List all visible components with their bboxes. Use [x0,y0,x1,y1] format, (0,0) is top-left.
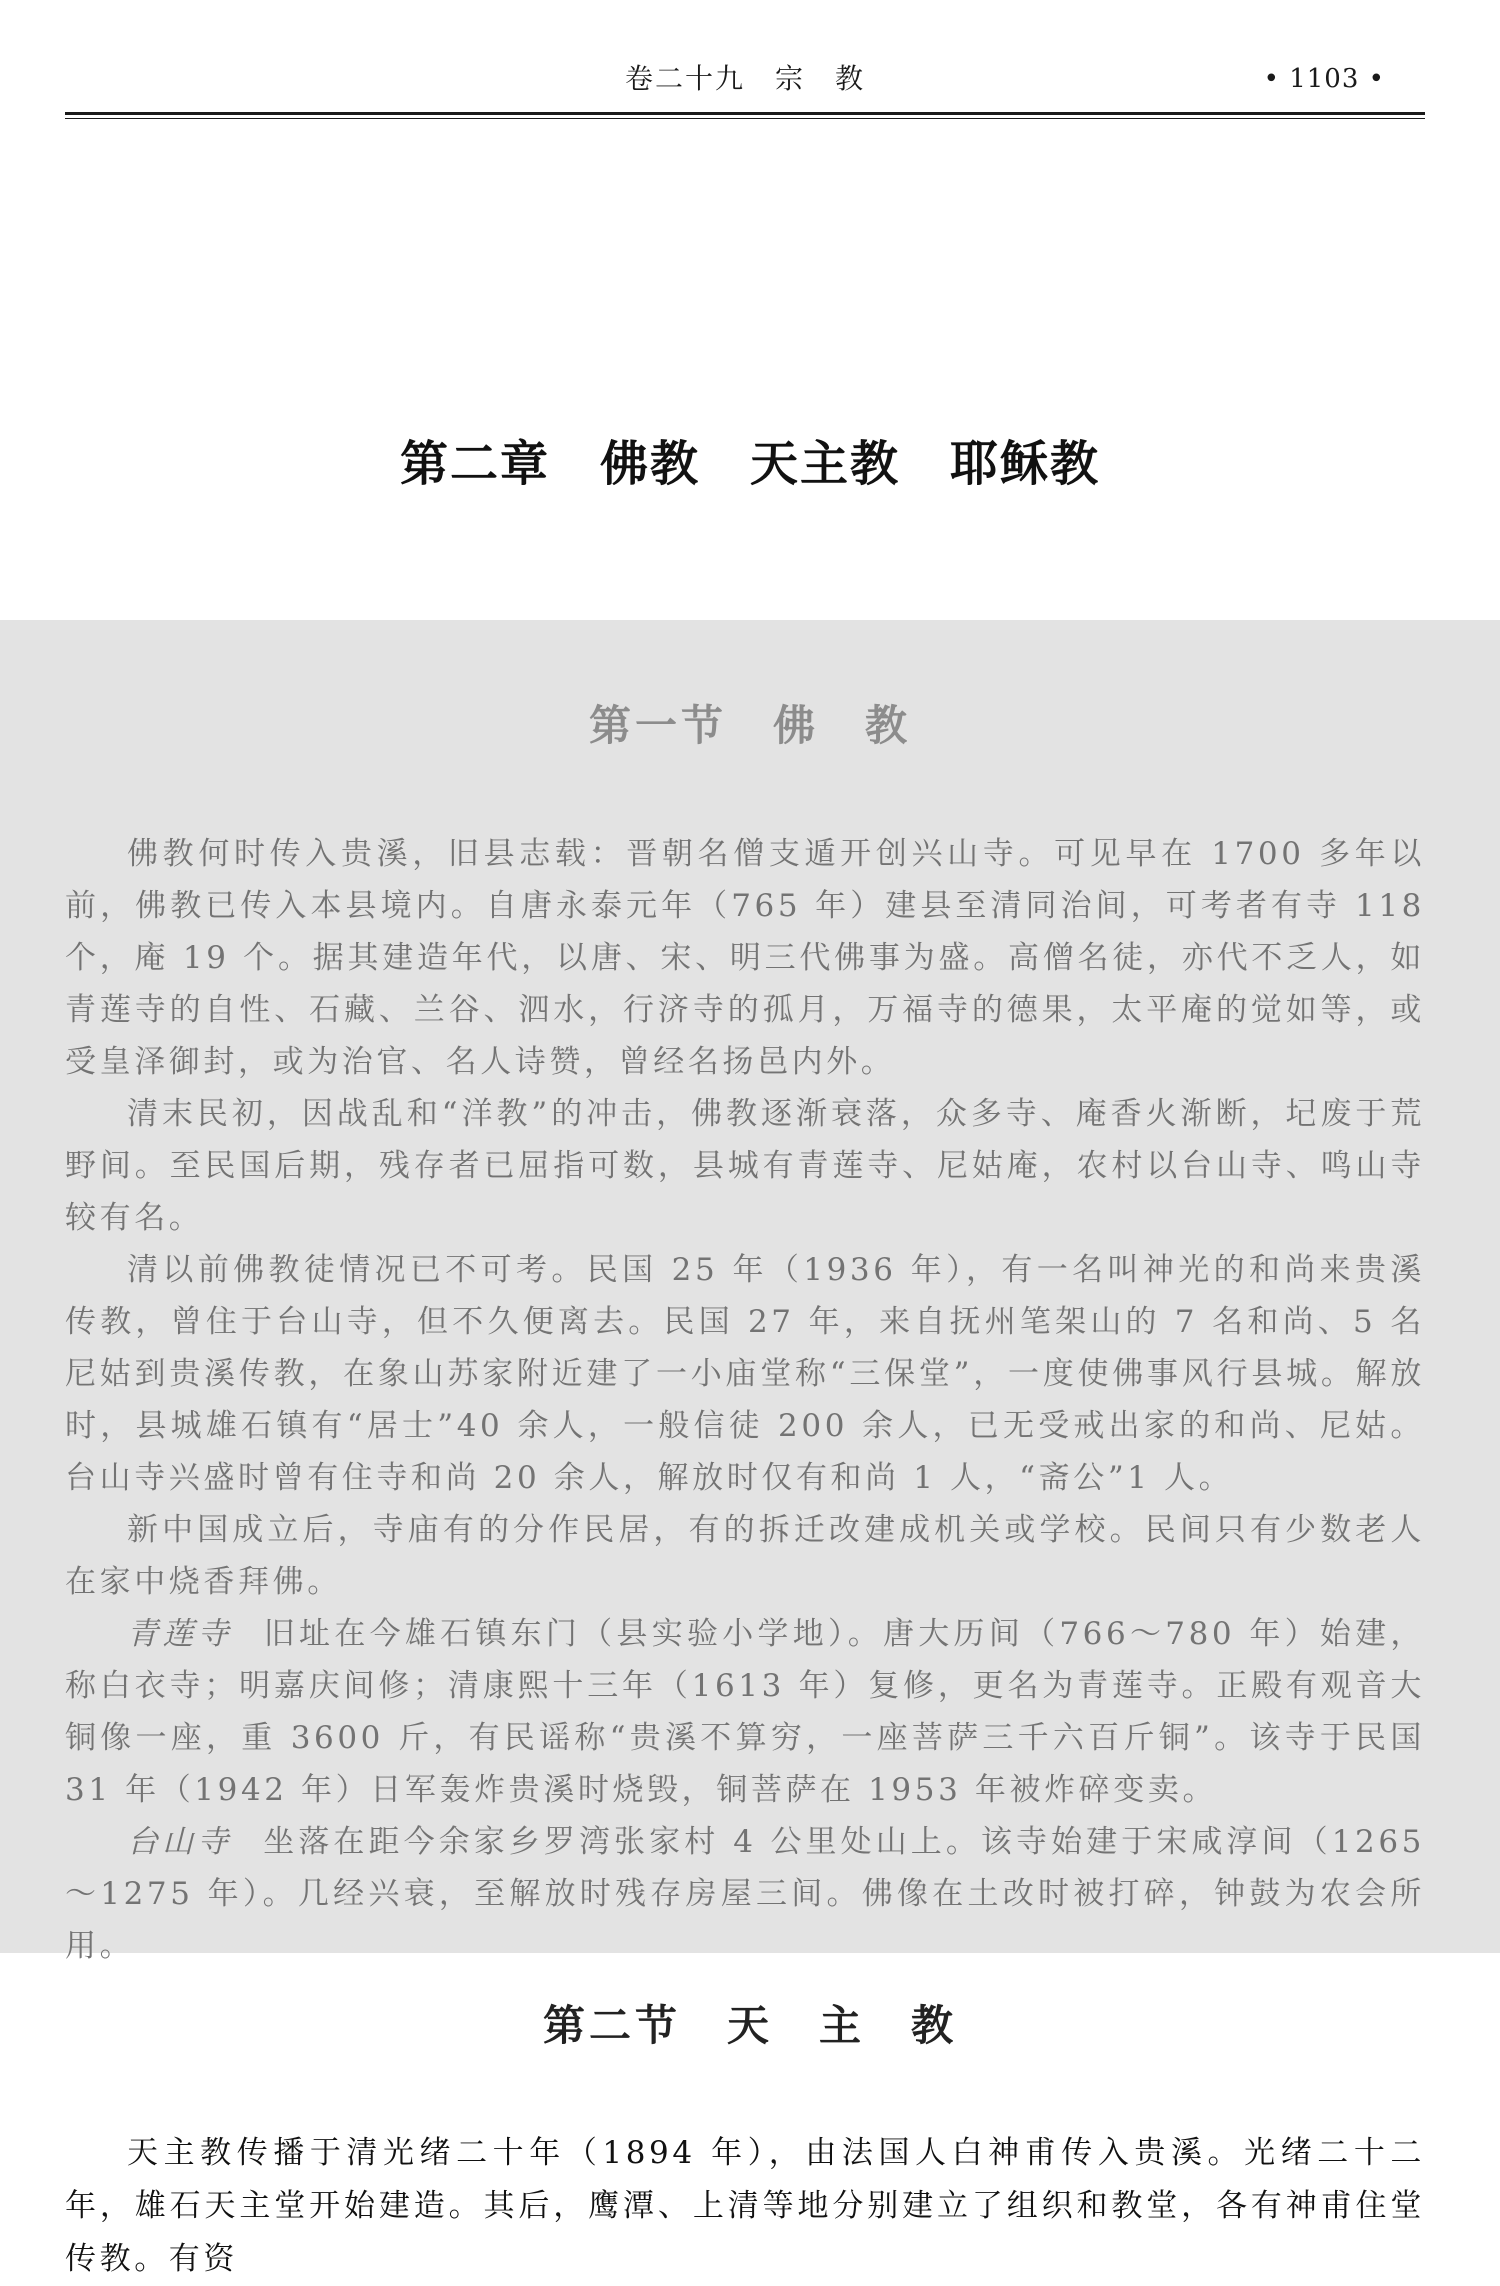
header-rule [65,112,1425,115]
section-body-buddhism [65,828,1426,1964]
entry-taishan-temple [65,1816,1425,1972]
paragraph: 新中国成立后，寺庙有的分作民居，有的拆迁改建成机关或学校。民间只有少数老人在家中烧香拜佛。 [65,1512,1425,1600]
paragraph: 佛教何时传入贵溪，旧县志载：晋朝名僧支遁开创兴山寺。可见早在 1700 多年以前，佛教已传入本县境内。自唐永泰元年（765 年）建县至清同治间，可考者有寺 118 个，庵 19 个。据其建造年代，以唐、宋、明三代佛事为盛。高僧名徒，亦代不乏人，如青莲寺的自性、石藏、兰谷、泗水，行济寺的孤月，万福寺的德果，太平庵的觉如等，或受皇泽御封，或为治官、名人诗赞，曾经名扬邑内外。 [65,836,1425,1080]
entry-qinglian-temple [65,1608,1425,1816]
paragraph: 清末民初，因战乱和“洋教”的冲击，佛教逐渐衰落，众多寺、庵香火渐断，圮废于荒野间。至民国后期，残存者已屈指可数，县城有青莲寺、尼姑庵，农村以台山寺、鸣山寺较有名。 [65,1096,1425,1236]
section-title-catholicism: 第二节 天 主 教 [542,2001,957,2050]
header-rule-thin [65,118,1425,119]
paragraph: 天主教传播于清光绪二十年（1894 年），由法国人白神甫传入贵溪。光绪二十二年，雄石天主堂开始建造。其后，鹰潭、上清等地分别建立了组织和教堂，各有神甫住堂传教。有资 [65,2135,1425,2277]
section-title-buddhism: 第一节 佛 教 [588,701,911,750]
entry-term: 台山寺 [127,1824,233,1860]
section-body-catholicism [65,2127,1425,2277]
entry-text: 坐落在距今余家乡罗湾张家村 4 公里处山上。该寺始建于宋咸淳间（1265～1275 年）。几经兴衰，至解放时残存房屋三间。佛像在土改时被打碎，钟鼓为农会所用。 [65,1824,1426,1964]
paragraph: 清以前佛教徒情况已不可考。民国 25 年（1936 年），有一名叫神光的和尚来贵溪传教，曾住于台山寺，但不久便离去。民国 27 年，来自抚州笔架山的 7 名和尚、5 名尼姑到贵溪传教，在象山苏家附近建了一小庙堂称“三保堂”，一度使佛事风行县城。解放时，县城雄石镇有“居士”40 余人，一般信徒 200 余人，已无受戒出家的和尚、尼姑。台山寺兴盛时曾有住寺和尚 20 余人，解放时仅有和尚 1 人，“斋公”1 人。 [65,1252,1425,1496]
page-number: • 1103 • [1263,64,1385,94]
entry-term: 青莲寺 [127,1616,233,1652]
running-header [65,56,1425,102]
chapter-title: 第二章 佛教 天主教 耶稣教 [399,436,1100,492]
entry-text: 旧址在今雄石镇东门（县实验小学地）。唐大历间（766～780 年）始建，称白衣寺；明嘉庆间修；清康熙十三年（1613 年）复修，更名为青莲寺。正殿有观音大铜像一座，重 3600 斤，有民谣称“贵溪不算穷，一座菩萨三千六百斤铜”。该寺于民国 31 年（1942 年）日军轰炸贵溪时烧毁，铜菩萨在 1953 年被炸碎变卖。 [65,1616,1425,1808]
section-buddhism [0,620,1500,1964]
header-volume-title: 卷二十九 宗 教 [624,62,865,95]
